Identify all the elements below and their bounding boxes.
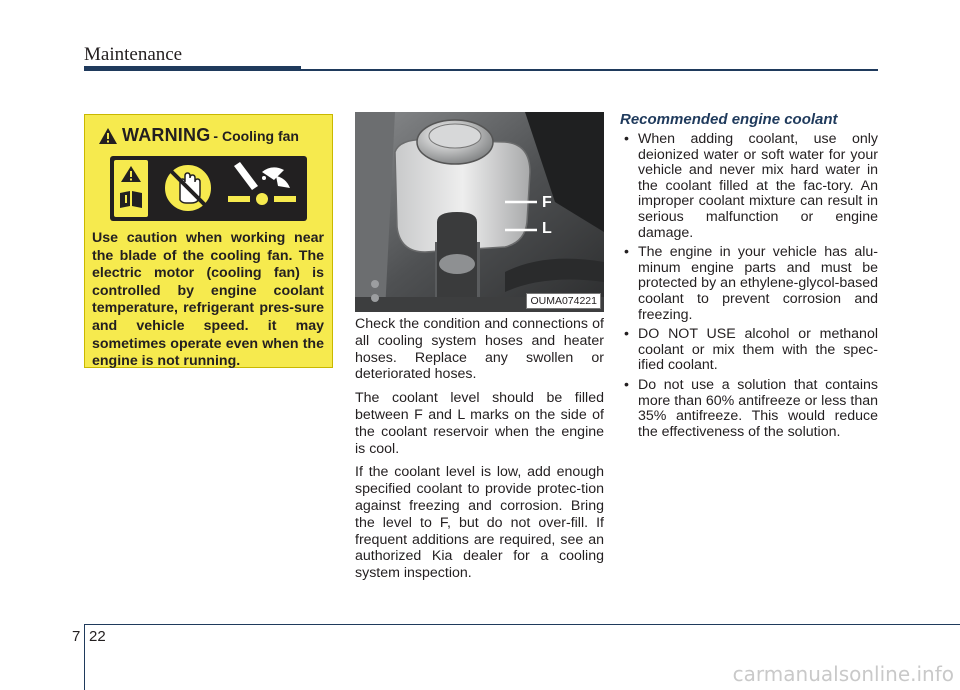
footer-divider <box>84 624 85 690</box>
low-mark-label: L <box>542 220 552 237</box>
warning-text: Use caution when working near the blade of the cooling fan. The electric motor (cooling fan) is controlled by engine coolant temperature, refrigerant pres-sure and vehicle speed. it may sometimes operate even when the engine is not running. <box>92 230 324 370</box>
paragraph: If the coolant level is low, add enough specified coolant to provide protec-tion against freezing and corrosion. Bring the level to F, but do not over-fill. If frequent additions are required, see an authorized Kia dealer for a cooling system inspection. <box>355 464 604 582</box>
engine-bay-illustration <box>355 112 604 312</box>
header-rule-thin <box>301 69 878 71</box>
warning-subtitle: - Cooling fan <box>213 127 299 144</box>
bullet-text: The engine in your vehicle has alu-minum engine parts and must be protected by an ethylene-glycol-based coolant to prevent corrosion and freezing. <box>638 244 878 323</box>
bullet-glyph: • <box>624 131 629 147</box>
section-title: Maintenance <box>84 44 183 65</box>
no-hand-icon <box>158 158 218 218</box>
list-item <box>620 132 878 241</box>
paragraph: The coolant level should be filled between F and L marks on the side of the coolant reservoir when the engine is cool. <box>355 390 604 457</box>
footer-rule <box>84 624 960 625</box>
caution-label-graphic <box>110 156 307 221</box>
list-item <box>620 245 878 323</box>
recommended-coolant-section <box>620 111 878 444</box>
section-heading: Recommended engine coolant <box>620 111 838 128</box>
warning-title: WARNING <box>122 125 211 145</box>
bullet-text: When adding coolant, use only deionized water or soft water for your vehicle and never mix hard water in the coolant filled at the fac-tory. An improper coolant mixture can result in serious malfunction or engine damage. <box>638 131 878 241</box>
coolant-check-text <box>355 316 604 589</box>
chapter-number: 7 <box>72 628 81 645</box>
warning-triangle-icon <box>98 127 118 145</box>
bullet-glyph: • <box>624 326 629 343</box>
list-item <box>620 378 878 440</box>
coolant-bullet-list <box>620 132 878 440</box>
manual-book-icon <box>114 160 148 217</box>
bullet-glyph: • <box>624 376 629 393</box>
watermark: carmanualsonline.info <box>732 662 954 686</box>
coolant-reservoir-photo <box>355 112 604 312</box>
warning-box <box>84 114 333 368</box>
list-item <box>620 327 878 374</box>
page-number: 22 <box>89 628 106 645</box>
fan-blade-icon <box>222 158 302 218</box>
bullet-glyph: • <box>624 244 629 261</box>
bullet-text: DO NOT USE alcohol or methanol coolant or mix them with the spec-ified coolant. <box>638 326 878 374</box>
figure-code: OUMA074221 <box>526 293 601 309</box>
bullet-text: Do not use a solution that contains more than 60% antifreeze or less than 35% antifreeze. This would reduce the effectiveness of the solution. <box>638 376 878 440</box>
label-left-panel <box>114 160 148 217</box>
full-mark-label: F <box>542 194 552 211</box>
warning-heading <box>98 125 299 146</box>
header-rule-thick <box>84 66 301 71</box>
paragraph: Check the condition and connections of all cooling system hoses and heater hoses. Replace any swollen or deteriorated hoses. <box>355 316 604 383</box>
